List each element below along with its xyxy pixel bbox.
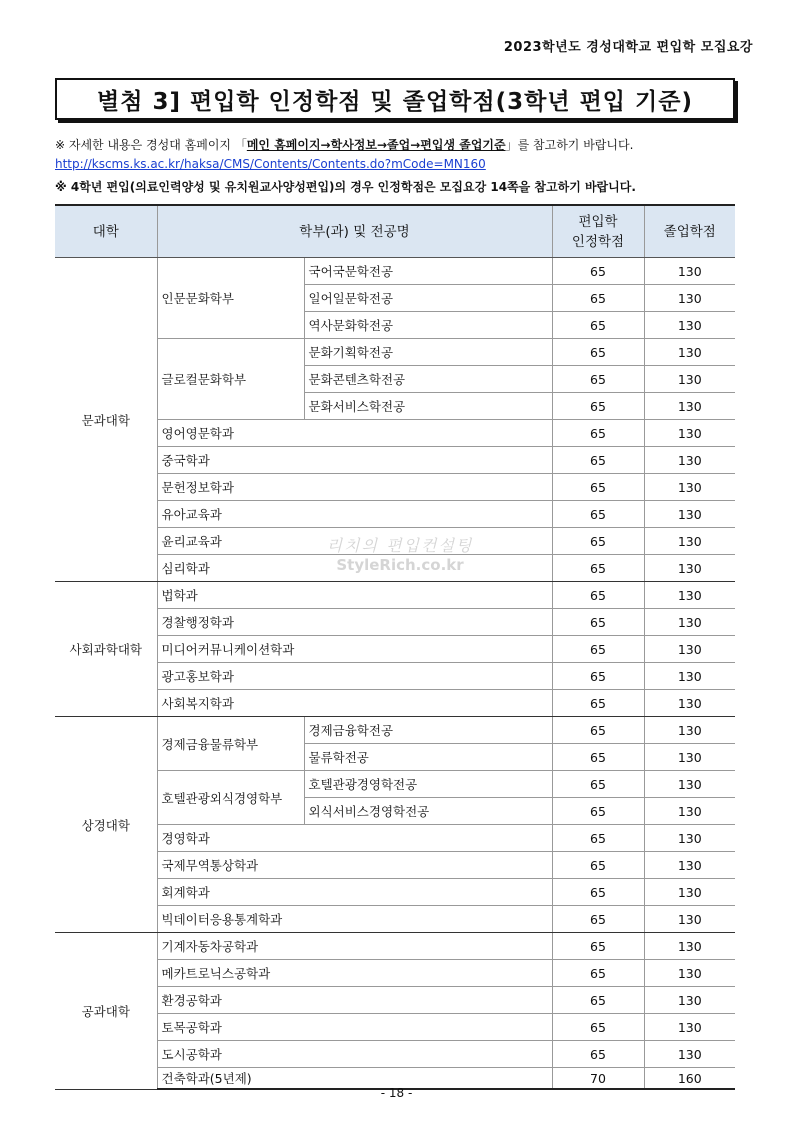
dept-cell: 인문문화학부 (157, 258, 304, 339)
grad-credit-cell: 130 (644, 1014, 735, 1041)
grad-credit-cell: 130 (644, 636, 735, 663)
grad-credit-cell: 130 (644, 663, 735, 690)
document-header-title: 2023학년도 경성대학교 편입학 모집요강 (503, 40, 753, 55)
table-row (55, 825, 735, 852)
table-row (55, 636, 735, 663)
reference-note (55, 136, 633, 153)
credit-cell: 70 (552, 1068, 644, 1090)
credit-cell: 65 (552, 717, 644, 744)
dept-cell: 건축학과(5년제) (157, 1068, 552, 1090)
credit-cell: 65 (552, 366, 644, 393)
major-cell: 외식서비스경영학전공 (304, 798, 552, 825)
table-row (55, 717, 735, 744)
credit-cell: 65 (552, 798, 644, 825)
major-cell: 물류학전공 (304, 744, 552, 771)
dept-cell: 문헌정보학과 (157, 474, 552, 501)
major-cell: 경제금융학전공 (304, 717, 552, 744)
dept-cell: 사회복지학과 (157, 690, 552, 717)
grad-credit-cell: 130 (644, 744, 735, 771)
credit-cell: 65 (552, 987, 644, 1014)
dept-cell: 기계자동차공학과 (157, 933, 552, 960)
grad-credit-cell: 130 (644, 339, 735, 366)
grad-credit-cell: 130 (644, 285, 735, 312)
major-cell: 역사문화학전공 (304, 312, 552, 339)
table-row (55, 420, 735, 447)
grad-credit-cell: 130 (644, 420, 735, 447)
credit-cell: 65 (552, 258, 644, 285)
grad-credit-cell: 130 (644, 690, 735, 717)
table-row (55, 933, 735, 960)
dept-cell: 경영학과 (157, 825, 552, 852)
table-row (55, 447, 735, 474)
credit-cell: 65 (552, 339, 644, 366)
watermark-line1: 리치의 편입컨설팅 (326, 536, 474, 555)
graduation-criteria-link[interactable]: http://kscms.ks.ac.kr/haksa/CMS/Contents/Contents.do?mCode=MN160 (55, 157, 486, 171)
dept-cell: 심리학과 (157, 555, 552, 582)
dept-cell: 회계학과 (157, 879, 552, 906)
credit-cell: 65 (552, 501, 644, 528)
table-row (55, 501, 735, 528)
table-row (55, 987, 735, 1014)
header-college: 대학 (55, 205, 157, 258)
table-row (55, 609, 735, 636)
college-cell: 사회과학대학 (55, 582, 157, 717)
reference-note-prefix: ※ 자세한 내용은 경성대 홈페이지 「 (55, 138, 247, 152)
grad-credit-cell: 130 (644, 258, 735, 285)
page-number: - 18 - (380, 1086, 413, 1100)
dept-cell: 경찰행정학과 (157, 609, 552, 636)
grad-credit-cell: 130 (644, 366, 735, 393)
dept-cell: 환경공학과 (157, 987, 552, 1014)
dept-cell: 토목공학과 (157, 1014, 552, 1041)
grad-credit-cell: 130 (644, 852, 735, 879)
reference-note-highlight: 메인 홈페이지→학사정보→졸업→편입생 졸업기준 (246, 138, 506, 152)
fourth-year-note: ※ 4학년 편입(의료인력양성 및 유치원교사양성편입)의 경우 인정학점은 모집요강 14쪽을 참고하기 바랍니다. (55, 180, 636, 194)
dept-cell: 미디어커뮤니케이션학과 (157, 636, 552, 663)
reference-note-suffix: 」를 참고하기 바랍니다. (505, 138, 634, 152)
dept-cell: 도시공학과 (157, 1041, 552, 1068)
dept-cell: 경제금융물류학부 (157, 717, 304, 771)
grad-credit-cell: 130 (644, 960, 735, 987)
grad-credit-cell: 130 (644, 609, 735, 636)
grad-credit-cell: 130 (644, 906, 735, 933)
watermark-line2: StyleRich.co.kr (336, 556, 464, 574)
table-row (55, 1041, 735, 1068)
grad-credit-cell: 130 (644, 825, 735, 852)
college-cell: 문과대학 (55, 258, 157, 582)
college-cell: 상경대학 (55, 717, 157, 933)
table-row (55, 474, 735, 501)
dept-cell: 영어영문학과 (157, 420, 552, 447)
credit-cell: 65 (552, 663, 644, 690)
dept-cell: 윤리교육과 (157, 528, 552, 555)
grad-credit-cell: 130 (644, 501, 735, 528)
credit-cell: 65 (552, 852, 644, 879)
credit-cell: 65 (552, 744, 644, 771)
grad-credit-cell: 130 (644, 555, 735, 582)
table-row (55, 663, 735, 690)
table-row (55, 960, 735, 987)
grad-credit-cell: 130 (644, 879, 735, 906)
dept-cell: 메카트로닉스공학과 (157, 960, 552, 987)
credit-cell: 65 (552, 933, 644, 960)
credit-cell: 65 (552, 690, 644, 717)
table-row (55, 906, 735, 933)
grad-credit-cell: 130 (644, 987, 735, 1014)
dept-cell: 글로컬문화학부 (157, 339, 304, 420)
grad-credit-cell: 130 (644, 798, 735, 825)
credit-cell: 65 (552, 636, 644, 663)
grad-credit-cell: 130 (644, 1041, 735, 1068)
grad-credit-cell: 130 (644, 717, 735, 744)
grad-credit-cell: 160 (644, 1068, 735, 1090)
table-row (55, 879, 735, 906)
credit-cell: 65 (552, 420, 644, 447)
grad-credit-cell: 130 (644, 447, 735, 474)
grad-credit-cell: 130 (644, 528, 735, 555)
watermark-logo (320, 533, 480, 574)
credit-cell: 65 (552, 474, 644, 501)
credit-cell: 65 (552, 609, 644, 636)
credit-cell: 65 (552, 582, 644, 609)
table-row (55, 582, 735, 609)
credit-cell: 65 (552, 528, 644, 555)
major-cell: 일어일문학전공 (304, 285, 552, 312)
appendix-title: 별첨 3] 편입학 인정학점 및 졸업학점(3학년 편입 기준) (97, 88, 693, 115)
dept-cell: 법학과 (157, 582, 552, 609)
grad-credit-cell: 130 (644, 771, 735, 798)
dept-cell: 빅데이터응용통계학과 (157, 906, 552, 933)
table-row (55, 1014, 735, 1041)
dept-cell: 국제무역통상학과 (157, 852, 552, 879)
credit-cell: 65 (552, 1014, 644, 1041)
table-header-row (55, 205, 735, 258)
major-cell: 문화기획학전공 (304, 339, 552, 366)
credit-cell: 65 (552, 771, 644, 798)
header-dept: 학부(과) 및 전공명 (157, 205, 552, 258)
header-credit: 편입학 인정학점 (552, 205, 644, 258)
grad-credit-cell: 130 (644, 312, 735, 339)
major-cell: 문화콘텐츠학전공 (304, 366, 552, 393)
header-grad: 졸업학점 (644, 205, 735, 258)
appendix-title-box (55, 78, 735, 120)
table-row (55, 690, 735, 717)
grad-credit-cell: 130 (644, 933, 735, 960)
table-row (55, 852, 735, 879)
dept-cell: 광고홍보학과 (157, 663, 552, 690)
grad-credit-cell: 130 (644, 582, 735, 609)
credit-cell: 65 (552, 960, 644, 987)
table-row (55, 258, 735, 285)
credit-cell: 65 (552, 555, 644, 582)
credits-table (55, 204, 735, 1090)
grad-credit-cell: 130 (644, 393, 735, 420)
dept-cell: 호텔관광외식경영학부 (157, 771, 304, 825)
credit-cell: 65 (552, 393, 644, 420)
major-cell: 문화서비스학전공 (304, 393, 552, 420)
credit-cell: 65 (552, 1041, 644, 1068)
credit-cell: 65 (552, 879, 644, 906)
dept-cell: 중국학과 (157, 447, 552, 474)
dept-cell: 유아교육과 (157, 501, 552, 528)
credit-cell: 65 (552, 906, 644, 933)
table-row (55, 771, 735, 798)
credit-cell: 65 (552, 312, 644, 339)
credit-cell: 65 (552, 825, 644, 852)
major-cell: 호텔관광경영학전공 (304, 771, 552, 798)
table-row (55, 339, 735, 366)
major-cell: 국어국문학전공 (304, 258, 552, 285)
credit-cell: 65 (552, 285, 644, 312)
college-cell: 공과대학 (55, 933, 157, 1090)
credit-cell: 65 (552, 447, 644, 474)
grad-credit-cell: 130 (644, 474, 735, 501)
